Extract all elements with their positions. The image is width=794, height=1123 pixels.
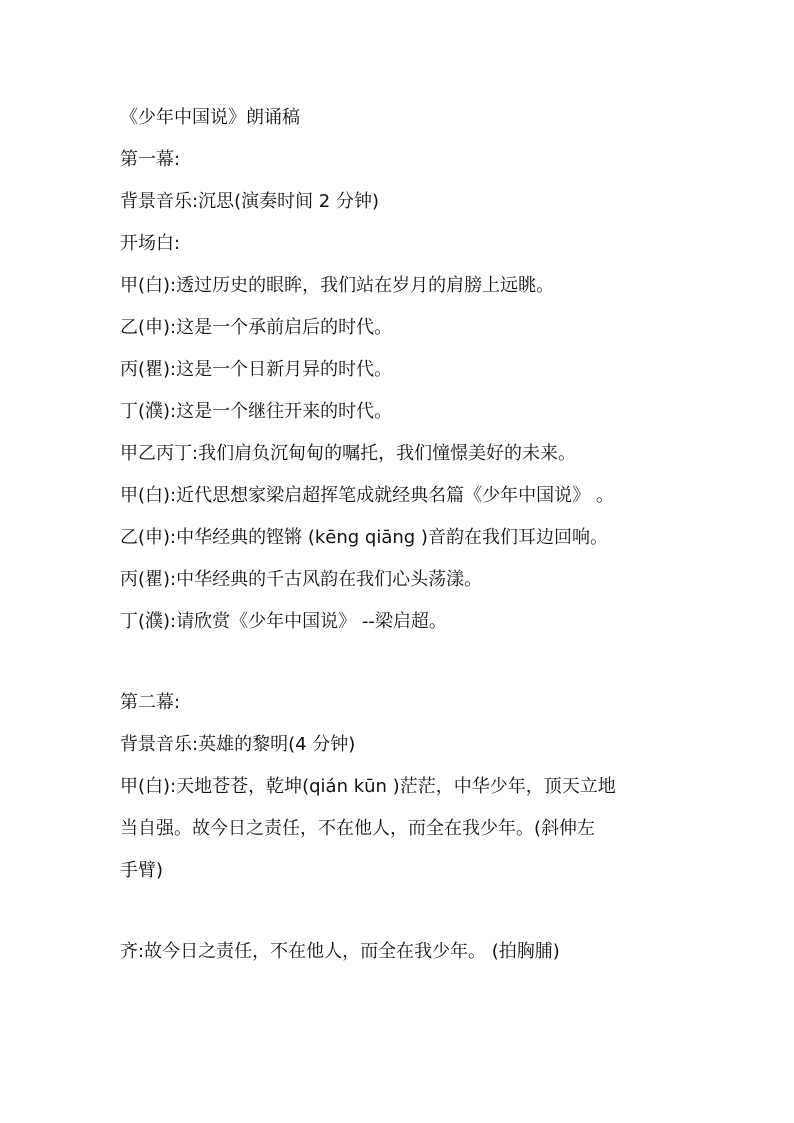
act2-chorus-line: 齐:故今日之责任，不在他人，而全在我少年。 (拍胸脯) [120,941,560,962]
act1-script-line: 甲(白):透过历史的眼眸，我们站在岁月的肩膀上远眺。 [120,275,555,296]
act2-heading: 第二幕: [120,692,181,713]
act1-script-line: 乙(申):中华经典的铿锵 (kēng qiāng )音韵在我们耳边回响。 [120,527,608,548]
act1-script-line: 甲乙丙丁:我们肩负沉甸甸的嘱托，我们憧憬美好的未来。 [120,443,577,464]
act1-script-line: 甲(白):近代思想家梁启超挥笔成就经典名篇《少年中国说》 。 [120,485,614,506]
act2-passage-line: 甲(白):天地苍苍，乾坤(qián kūn )茫茫，中华少年，顶天立地 [120,776,616,797]
act2-passage-line: 手臂) [120,860,164,881]
act1-script-line: 丁(濮):这是一个继往开来的时代。 [120,401,393,422]
act2-background-music: 背景音乐:英雄的黎明(4 分钟) [120,734,356,755]
act1-script-line: 丙(瞿):这是一个日新月异的时代。 [120,359,393,380]
act1-heading: 第一幕: [120,149,181,170]
act1-script-line: 乙(申):这是一个承前启后的时代。 [120,317,393,338]
act1-script-line: 丙(瞿):中华经典的千古风韵在我们心头荡漾。 [120,569,483,590]
document-title: 《少年中国说》朗诵稿 [120,107,300,128]
act1-background-music: 背景音乐:沉思(演奏时间 2 分钟) [120,191,380,212]
act1-script-line: 丁(濮):请欣赏《少年中国说》 --梁启超。 [120,611,447,632]
act2-passage-line: 当自强。故今日之责任，不在他人，而全在我少年。(斜伸左 [120,818,596,839]
act1-opening-label: 开场白: [120,233,181,254]
